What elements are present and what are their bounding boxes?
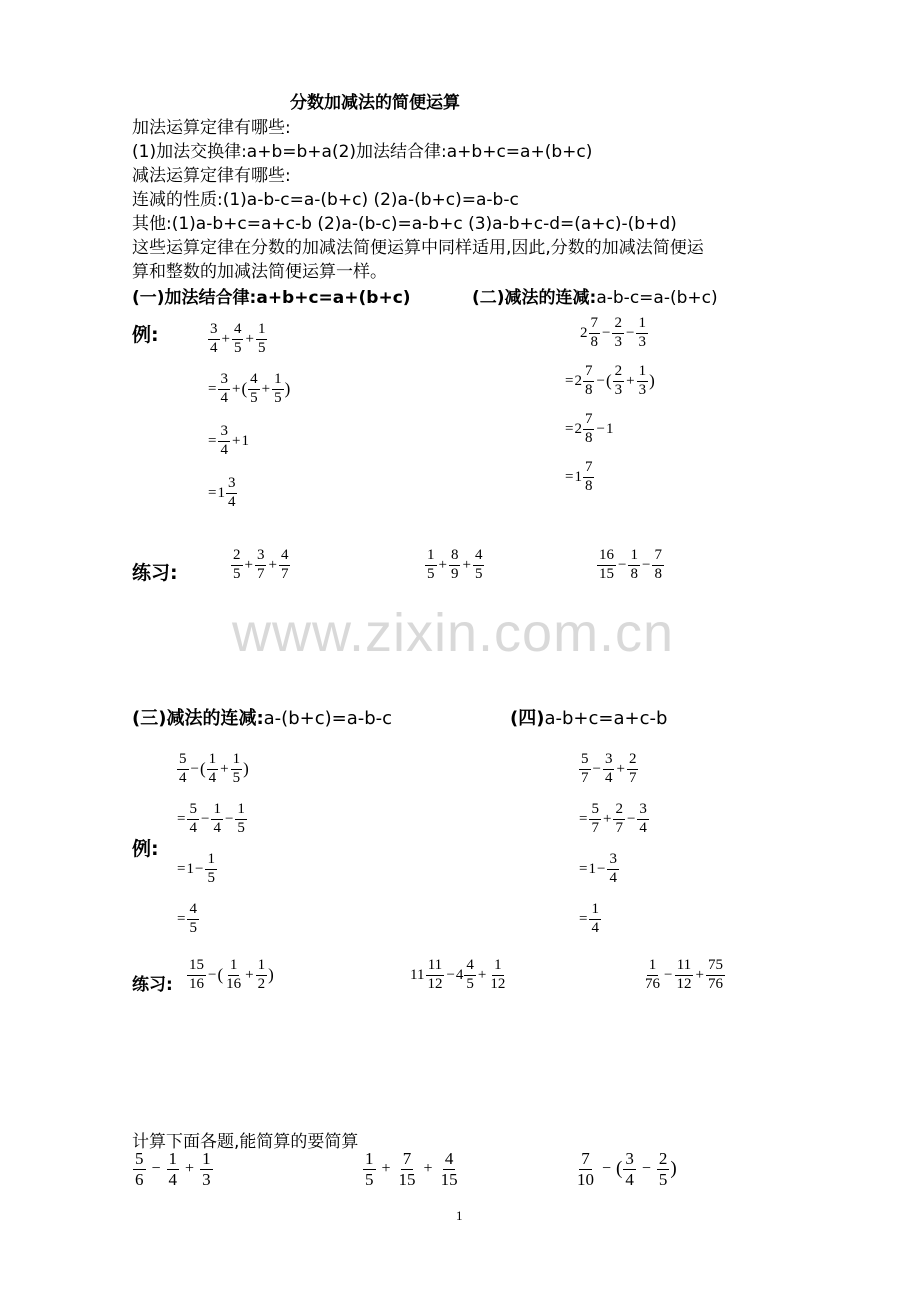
ex2-line-2: = 2 $\frac{7}{8}$ − ( $\frac{2}{3}$ + $\frac{1}{3}$ ) (565, 363, 655, 398)
final-task-instruction: 计算下面各题,能简算的要简算 (132, 1132, 359, 1152)
section-4-label: (四) (510, 708, 545, 729)
add-laws-question: 加法运算定律有哪些: (132, 118, 291, 138)
section-3-formula: a-(b+c)=a-b-c (263, 708, 393, 729)
watermark: www.zixin.com.cn (232, 603, 675, 663)
ex1-line-4: = 1 $\frac{3}{4}$ (208, 475, 236, 510)
ex2-line-1: 2 $\frac{7}{8}$ − $\frac{2}{3}$ − $\frac{1}{3}$ (580, 315, 646, 350)
section-3-label: (三)减法的连减: (132, 708, 264, 729)
summary-line-1: 这些运算定律在分数的加减法简便运算中同样适用,因此,分数的加减法简便运 (132, 238, 704, 258)
section-2-label: (二)减法的连减: (472, 288, 597, 308)
ex1-line-2: = $\frac{3}{4}$ + ( $\frac{4}{5}$ + $\frac{1}{5}$ ) (208, 371, 291, 406)
ex4-line-3: = 1 − $\frac{3}{4}$ (579, 851, 617, 886)
ex4-line-1: $\frac{5}{7}$ − $\frac{3}{4}$ + $\frac{2}{7}$ (581, 751, 637, 786)
section-1-label: (一)加法结合律: (132, 288, 257, 308)
ex2-line-4: = 1 $\frac{7}{8}$ (565, 459, 593, 494)
ex4-line-2: = $\frac{5}{7}$ + $\frac{2}{7}$ − $\frac{3}{4}$ (579, 801, 647, 836)
sub-props-text: 连减的性质:(1)a-b-c=a-(b+c) (2)a-(b+c)=a-b-c (132, 190, 519, 210)
other-laws-text: 其他:(1)a-b+c=a+c-b (2)a-(b-c)=a-b+c (3)a-b+c-d=(a+c)-(b+d) (132, 214, 677, 234)
section-1-heading (132, 283, 411, 308)
final-exercise-a: $\frac{5}{6}$ − $\frac{1}{4}$ + $\frac{1}{3}$ (135, 1149, 211, 1189)
practice-1-b: $\frac{1}{5}$ + $\frac{8}{9}$ + $\frac{4}{5}$ (427, 547, 483, 582)
add-laws-text: (1)加法交换律:a+b=b+a(2)加法结合律:a+b+c=a+(b+c) (132, 142, 593, 162)
practice-label-2: 练习: (132, 975, 173, 995)
practice-2-b: 11 $\frac{11}{12}$ − 4 $\frac{4}{5}$ + $\frac{1}{12}$ (410, 957, 506, 992)
ex3-line-3: = 1 − $\frac{1}{5}$ (177, 851, 215, 886)
ex3-line-1: $\frac{5}{4}$ − ( $\frac{1}{4}$ + $\frac{1}{5}$ ) (179, 751, 249, 786)
final-exercise-c: $\frac{7}{10}$ − ( $\frac{3}{4}$ − $\frac{2}{5}$ ) (577, 1149, 677, 1189)
page-title: 分数加减法的简便运算 (290, 93, 460, 113)
practice-label-1: 练习: (132, 562, 178, 584)
ex3-line-2: = $\frac{5}{4}$ − $\frac{1}{4}$ − $\frac{1}{5}$ (177, 801, 245, 836)
summary-line-2: 算和整数的加减法简便运算一样。 (132, 262, 387, 282)
practice-1-c: $\frac{16}{15}$ − $\frac{1}{8}$ − $\frac{7}{8}$ (599, 547, 662, 582)
example-label-2: 例: (132, 838, 159, 860)
ex2-line-3: = 2 $\frac{7}{8}$ − 1 (565, 411, 614, 446)
section-4-formula: a-b+c=a+c-b (544, 708, 668, 729)
example-label-1: 例: (132, 324, 159, 346)
ex3-line-4: = $\frac{4}{5}$ (177, 901, 197, 936)
section-2-formula: a-b-c=a-(b+c) (596, 288, 718, 308)
ex1-line-1: $\frac{3}{4}$ + $\frac{4}{5}$ + $\frac{1}{5}$ (210, 321, 266, 356)
section-4-heading (510, 704, 667, 730)
ex4-line-4: = $\frac{1}{4}$ (579, 901, 599, 936)
practice-2-a: $\frac{15}{16}$ − ( $\frac{1}{16}$ + $\frac{1}{2}$ ) (189, 957, 274, 992)
ex1-line-3: = $\frac{3}{4}$ + 1 (208, 423, 249, 458)
practice-2-c: $\frac{1}{76}$ − $\frac{11}{12}$ + $\frac{75}{76}$ (645, 957, 723, 992)
practice-1-a: $\frac{2}{5}$ + $\frac{3}{7}$ + $\frac{4}{7}$ (233, 547, 289, 582)
section-1-formula: a+b+c=a+(b+c) (256, 288, 411, 308)
section-2-heading (472, 283, 718, 308)
sub-laws-question: 减法运算定律有哪些: (132, 166, 291, 186)
final-exercise-b: $\frac{1}{5}$ + $\frac{7}{15}$ + $\frac{4}{15}$ (365, 1149, 458, 1189)
section-3-heading (132, 704, 392, 730)
page-number: 1 (456, 1208, 463, 1223)
